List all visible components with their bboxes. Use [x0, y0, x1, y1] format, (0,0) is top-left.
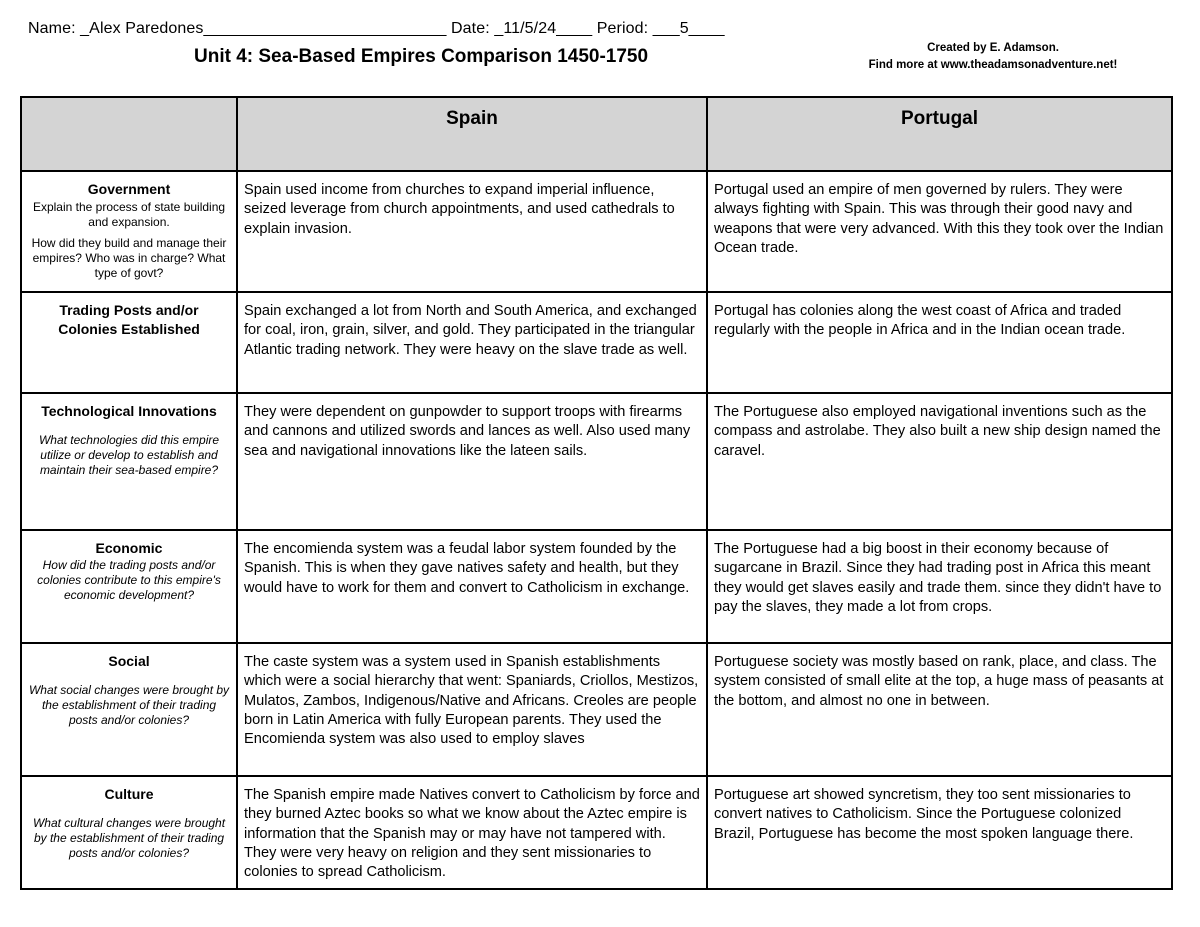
- category-title: Social: [108, 653, 150, 669]
- table-row-economic: [21, 530, 1172, 643]
- category-prompt: How did the trading posts and/or colonies contribute to this empire's economic development?: [37, 558, 221, 602]
- spain-answer-cell[interactable]: Spain used income from churches to expand imperial influence, seized leverage from church appointments, and used cathedrals to explain invasion.: [237, 171, 707, 292]
- category-cell: [21, 530, 237, 643]
- category-prompt: What social changes were brought by the establishment of their trading posts and/or colonies?: [28, 683, 230, 727]
- portugal-answer-cell[interactable]: Portugal used an empire of men governed by rulers. They were always fighting with Spain. This was through their good navy and weapons that were very advanced. With this they took over the Indian Ocean trade.: [707, 171, 1172, 292]
- credit-author: Created by E. Adamson.: [927, 42, 1059, 54]
- spain-answer-cell[interactable]: The Spanish empire made Natives convert to Catholicism by force and they burned Aztec books so what we know about the Aztec empire is information that the Spanish may or may have not tampered with. They were very heavy on religion and they sent missionaries to colonies to spread Catholicism.: [237, 776, 707, 889]
- category-title: Culture: [104, 786, 154, 802]
- category-title: Trading Posts and/or Colonies Established: [58, 302, 200, 337]
- spain-answer-cell[interactable]: The caste system was a system used in Spanish establishments which were a social hierarchy that went: Spaniards, Criollos, Mestizos, Mulatos, Zambos, Indigenous/Native and Africans. Creoles are people born in Latin America with fully European parents. They used the Encomienda system was also used to employ slaves: [237, 643, 707, 776]
- category-title: Economic: [95, 540, 163, 556]
- category-title: Technological Innovations: [41, 403, 217, 419]
- category-cell: [21, 171, 237, 292]
- table-row-trading-posts: [21, 292, 1172, 393]
- column-header-spain: Spain: [237, 97, 707, 171]
- portugal-answer-cell[interactable]: The Portuguese also employed navigational inventions such as the compass and astrolabe. They also built a new ship design named the caravel.: [707, 393, 1172, 530]
- table-row-social: [21, 643, 1172, 776]
- table-row-culture: [21, 776, 1172, 889]
- credit-note: [828, 40, 1158, 74]
- column-header-portugal: Portugal: [707, 97, 1172, 171]
- table-header-row: [21, 97, 1172, 171]
- worksheet-title: Unit 4: Sea-Based Empires Comparison 1450-1750: [194, 46, 649, 67]
- category-title: Government: [87, 181, 171, 197]
- portugal-answer-cell[interactable]: Portugal has colonies along the west coast of Africa and traded regularly with the people in Africa and in the Indian ocean trade.: [707, 292, 1172, 393]
- portugal-answer-cell[interactable]: The Portuguese had a big boost in their economy because of sugarcane in Brazil. Since they had trading post in Africa this meant they would get slaves easily and trade them. since they didn't have to pay the slaves, they made a lot from crops.: [707, 530, 1172, 643]
- header-corner-cell: [21, 97, 237, 171]
- spain-answer-cell[interactable]: Spain exchanged a lot from North and South America, and exchanged for coal, iron, grain, silver, and gold. They participated in the triangular Atlantic trading network. They were heavy on the slave trade as well.: [237, 292, 707, 393]
- category-cell: [21, 393, 237, 530]
- name-date-period-line: Name: _Alex Paredones___________________________ Date: _11/5/24____ Period: ___5____: [28, 20, 725, 37]
- category-cell: [21, 292, 237, 393]
- spain-answer-cell[interactable]: They were dependent on gunpowder to support troops with firearms and cannons and utilized swords and lances as well. Also used many sea and navigational innovations like the lateen sails.: [237, 393, 707, 530]
- category-cell: [21, 776, 237, 889]
- category-prompt: What technologies did this empire utilize or develop to establish and maintain their sea-based empire?: [38, 433, 220, 477]
- portugal-answer-cell[interactable]: Portuguese society was mostly based on rank, place, and class. The system consisted of small elite at the top, a huge mass of peasants at the bottom, and almost no one in between.: [707, 643, 1172, 776]
- category-prompt: How did they build and manage their empires? Who was in charge? What type of govt?: [31, 236, 227, 280]
- category-prompt: What cultural changes were brought by the establishment of their trading posts and/or colonies?: [32, 816, 226, 860]
- comparison-table: [20, 96, 1173, 890]
- portugal-answer-cell[interactable]: Portuguese art showed syncretism, they too sent missionaries to convert natives to Catholicism. Since the Portuguese colonized Brazil, Portuguese has become the most spoken language there.: [707, 776, 1172, 889]
- credit-website: Find more at www.theadamsonadventure.net!: [868, 59, 1118, 71]
- category-cell: [21, 643, 237, 776]
- table-row-technological-innovations: [21, 393, 1172, 530]
- spain-answer-cell[interactable]: The encomienda system was a feudal labor system founded by the Spanish. This is when they gave natives safety and health, but they would have to work for them and convert to Catholicism in exchange.: [237, 530, 707, 643]
- category-prompt: Explain the process of state building and expansion.: [32, 200, 226, 229]
- table-row-government: [21, 171, 1172, 292]
